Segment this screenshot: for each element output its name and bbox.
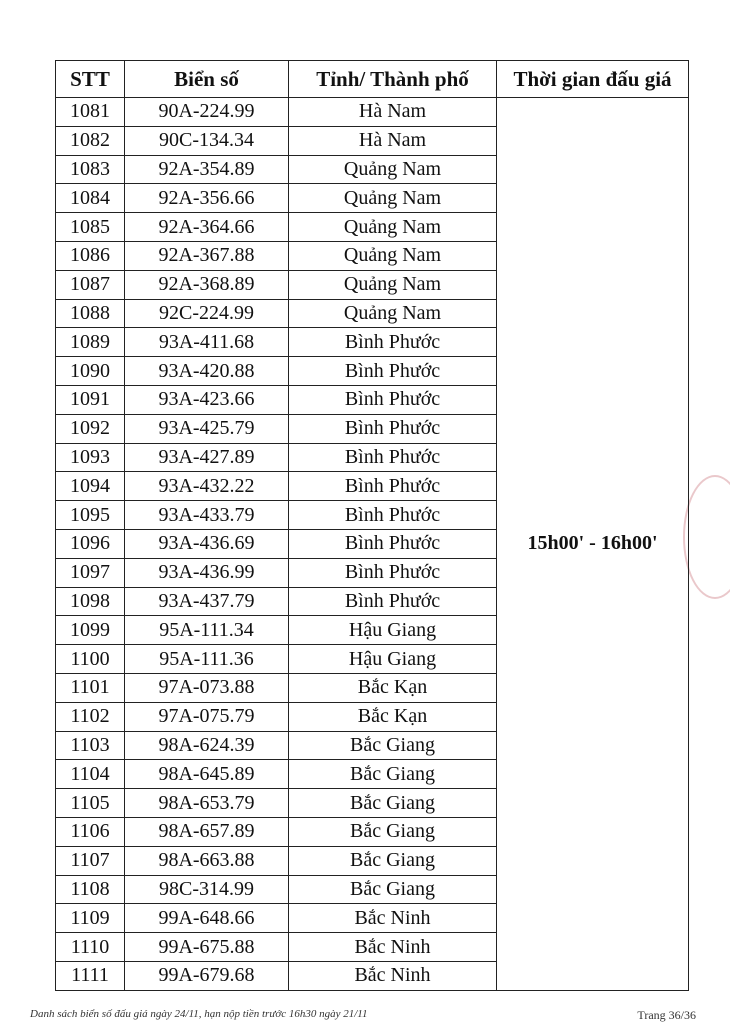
plate-cell: 93A-425.79 <box>125 414 289 443</box>
province-cell: Bình Phước <box>289 328 497 357</box>
province-cell: Hậu Giang <box>289 616 497 645</box>
province-cell: Quảng Nam <box>289 299 497 328</box>
stt-cell: 1082 <box>56 126 125 155</box>
page-number: Trang 36/36 <box>637 1008 696 1022</box>
stt-cell: 1095 <box>56 501 125 530</box>
plate-cell: 92A-367.88 <box>125 241 289 270</box>
footer-note: Danh sách biển số đấu giá ngày 24/11, hạn nộp tiền trước 16h30 ngày 21/11 <box>30 1008 368 1020</box>
stt-cell: 1089 <box>56 328 125 357</box>
stt-cell: 1099 <box>56 616 125 645</box>
province-cell: Bắc Kạn <box>289 702 497 731</box>
plate-cell: 90A-224.99 <box>125 98 289 127</box>
province-cell: Bình Phước <box>289 587 497 616</box>
stt-cell: 1098 <box>56 587 125 616</box>
stt-cell: 1092 <box>56 414 125 443</box>
plate-cell: 92A-354.89 <box>125 155 289 184</box>
plate-cell: 98A-653.79 <box>125 789 289 818</box>
plate-cell: 98C-314.99 <box>125 875 289 904</box>
province-cell: Quảng Nam <box>289 241 497 270</box>
plate-cell: 95A-111.36 <box>125 645 289 674</box>
province-cell: Bình Phước <box>289 414 497 443</box>
plate-cell: 92A-356.66 <box>125 184 289 213</box>
stt-cell: 1093 <box>56 443 125 472</box>
stt-cell: 1106 <box>56 817 125 846</box>
auction-time-cell: 15h00' - 16h00' <box>497 98 689 991</box>
province-cell: Bắc Giang <box>289 817 497 846</box>
stt-cell: 1086 <box>56 241 125 270</box>
province-cell: Bình Phước <box>289 529 497 558</box>
province-cell: Bình Phước <box>289 501 497 530</box>
province-cell: Bình Phước <box>289 443 497 472</box>
header-auction-time: Thời gian đấu giá <box>497 61 689 98</box>
province-cell: Bắc Giang <box>289 875 497 904</box>
province-cell: Bắc Giang <box>289 731 497 760</box>
plate-cell: 92A-368.89 <box>125 270 289 299</box>
stt-cell: 1085 <box>56 213 125 242</box>
province-cell: Bắc Giang <box>289 846 497 875</box>
stt-cell: 1083 <box>56 155 125 184</box>
plate-cell: 93A-433.79 <box>125 501 289 530</box>
stt-cell: 1104 <box>56 760 125 789</box>
stt-cell: 1087 <box>56 270 125 299</box>
province-cell: Bắc Ninh <box>289 904 497 933</box>
province-cell: Quảng Nam <box>289 184 497 213</box>
plate-cell: 93A-436.69 <box>125 529 289 558</box>
plate-cell: 98A-624.39 <box>125 731 289 760</box>
plate-cell: 99A-675.88 <box>125 933 289 962</box>
province-cell: Hà Nam <box>289 98 497 127</box>
stt-cell: 1107 <box>56 846 125 875</box>
stt-cell: 1108 <box>56 875 125 904</box>
stt-cell: 1100 <box>56 645 125 674</box>
header-stt: STT <box>56 61 125 98</box>
plate-cell: 95A-111.34 <box>125 616 289 645</box>
plate-cell: 93A-432.22 <box>125 472 289 501</box>
province-cell: Bắc Kạn <box>289 673 497 702</box>
stt-cell: 1084 <box>56 184 125 213</box>
stt-cell: 1103 <box>56 731 125 760</box>
province-cell: Bắc Giang <box>289 760 497 789</box>
stt-cell: 1081 <box>56 98 125 127</box>
province-cell: Quảng Nam <box>289 270 497 299</box>
stt-cell: 1105 <box>56 789 125 818</box>
plate-cell: 93A-411.68 <box>125 328 289 357</box>
plate-cell: 93A-436.99 <box>125 558 289 587</box>
stt-cell: 1110 <box>56 933 125 962</box>
plate-cell: 93A-423.66 <box>125 385 289 414</box>
stt-cell: 1088 <box>56 299 125 328</box>
province-cell: Hà Nam <box>289 126 497 155</box>
plate-cell: 93A-437.79 <box>125 587 289 616</box>
plate-cell: 93A-420.88 <box>125 357 289 386</box>
table-header-row <box>56 61 689 98</box>
province-cell: Quảng Nam <box>289 155 497 184</box>
plate-cell: 93A-427.89 <box>125 443 289 472</box>
province-cell: Bình Phước <box>289 357 497 386</box>
province-cell: Bình Phước <box>289 472 497 501</box>
plate-cell: 92C-224.99 <box>125 299 289 328</box>
province-cell: Bắc Ninh <box>289 961 497 990</box>
table-row <box>56 98 689 127</box>
stt-cell: 1097 <box>56 558 125 587</box>
plate-cell: 90C-134.34 <box>125 126 289 155</box>
province-cell: Bắc Ninh <box>289 933 497 962</box>
plate-cell: 97A-075.79 <box>125 702 289 731</box>
stt-cell: 1094 <box>56 472 125 501</box>
province-cell: Quảng Nam <box>289 213 497 242</box>
stt-cell: 1101 <box>56 673 125 702</box>
header-province: Tỉnh/ Thành phố <box>289 61 497 98</box>
stt-cell: 1096 <box>56 529 125 558</box>
province-cell: Hậu Giang <box>289 645 497 674</box>
plate-cell: 92A-364.66 <box>125 213 289 242</box>
province-cell: Bắc Giang <box>289 789 497 818</box>
stt-cell: 1111 <box>56 961 125 990</box>
stt-cell: 1091 <box>56 385 125 414</box>
province-cell: Bình Phước <box>289 385 497 414</box>
plate-cell: 98A-663.88 <box>125 846 289 875</box>
province-cell: Bình Phước <box>289 558 497 587</box>
plate-cell: 98A-657.89 <box>125 817 289 846</box>
plate-cell: 98A-645.89 <box>125 760 289 789</box>
plate-cell: 99A-679.68 <box>125 961 289 990</box>
stt-cell: 1102 <box>56 702 125 731</box>
plate-cell: 99A-648.66 <box>125 904 289 933</box>
red-seal-stamp <box>683 475 730 599</box>
stt-cell: 1090 <box>56 357 125 386</box>
plate-auction-table <box>55 60 689 991</box>
stt-cell: 1109 <box>56 904 125 933</box>
header-plate: Biển số <box>125 61 289 98</box>
plate-cell: 97A-073.88 <box>125 673 289 702</box>
